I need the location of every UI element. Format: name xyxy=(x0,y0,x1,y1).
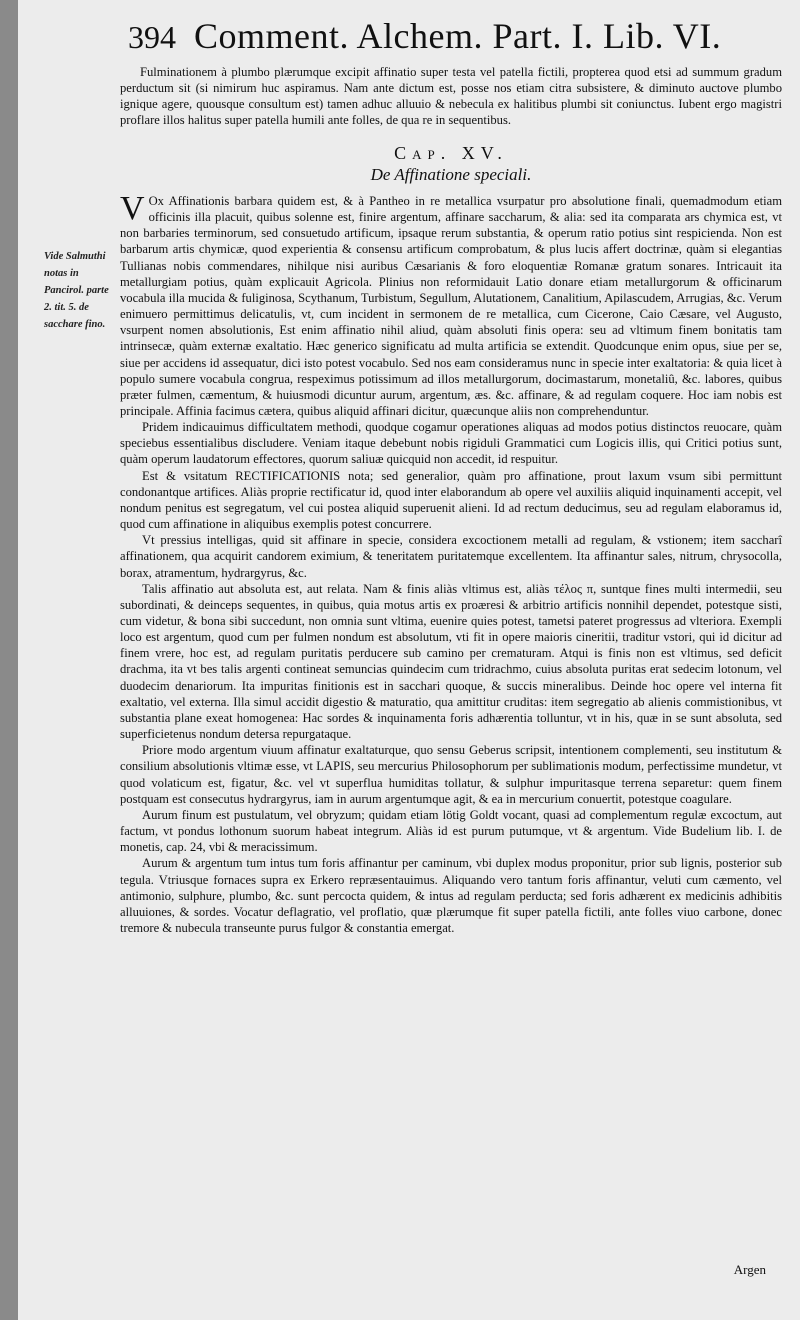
paragraph-1 xyxy=(120,189,782,419)
main-text xyxy=(120,64,782,936)
paragraph-4: Vt pressius intelligas, quid sit affinare in specie, considera excoctionem metalli ad regulam, & vstionem; item saccharî affinationem, qua acquirit candorem eximium, & teneritatem puritatemque excellentem. Ita affinantur sales, nitrum, chrysocolla, borax, atramentum, hydrargyrus, &c. xyxy=(120,533,782,580)
paragraph-1-text: Ox Affinationis barbara quidem est, & à Pantheo in re metallica vsurpatur pro absolutione finali, quemadmodum etiam officinis illa placuit, quibus solenne est, finire argentum, affinare saccharum, & alia: sed ita comparata ars chymica est, vt non barbaries terminorum, sed consuetudo artificum, ipsaque rerum substantia, & operum ratio potius sint respicienda. Non est barbarum artis chymicæ, quod experientia & consensu artificum comprobatum, & plus lucis affert doctrinæ, quàm si elegantias Tullianas nobis commendares, nihilque nisi auribus Cæsarianis & foro eloquentiæ Romanæ gratum sonares. Intricauit ita metallurgiam potius, quàm explicauit Agricola. Plinius non reformidauit Latio donare etiam metallurgorum & officinarum vocabula illa mucida & fuliginosa, Scythanum, Turbistum, Segullum, Alutationem, Canalitium, Apilascudem, Arrugias, &c. Verum enimuero permittimus delicatulis, vt, cum incident in sermonem de re metallica, cum Cicerone, Caio Cæsare, vel Augusto, vsurpent nomen absolutionis, Est enim affinatio nihil aliud, quàm absoluti finis opera: seu ad vltimum finem bonitatis tam intrinsecæ, quàm externæ exaltatio. Hæc generico significatu ad multa artificia se extendit. Quodcunque enim opus, siue per se, siue per accidens id assequatur, dici isto potest vocabulo. Sed nos eam consideramus nunc in specie inter exaltatoria: & quia licet à populo sumere vocabula congrua, respeximus potissimum ad illos metallurgorum, docimastarum, monetaliû, &c. labores, quibus præter fulmen, cæmentum, & huiusmodi dicuntur aurum, argentum, æs. &c. affinare, & ad regulam coquere. Hoc iam nobis est principale. Affinia facimus cætera, quibus aliquid affinari dicitur, quæcunque aliis non comprehenduntur. xyxy=(120,193,782,418)
margin-note: Vide Salmuthi notas in Pancirol. parte 2. tit. 5. de sacchare fino. xyxy=(44,251,109,330)
paragraph-3: Est & vsitatum RECTIFICATIONIS nota; sed generalior, quàm pro affinatione, prout laxum vsum sibi permittunt condonantque artifices. Aliàs proprie rectificatur id, quod inter elaborandum ab opere vel auxiliis aliquid inquinamenti accepit, vel nondum penitus est segregatum, vel cui postea aliquid superuenit alieni. Id ad rectum deducimus, seu ad regulam elaboramus id, quod cum affinatione in aliquibus exemplis potest concurrere. xyxy=(120,468,782,532)
paragraph-5: Talis affinatio aut absoluta est, aut relata. Nam & finis aliàs vltimus est, aliàs τέλος π, suntque fines multi intermedii, seu subordinati, & deinceps sequentes, in quibus, quia motus artis ex proæresi & arbitrio artificis nonnihil dependet, potestque sisti, cum videtur, & bona sibi succedunt, non omnia sunt vltima, euenire quies potest, tametsi pateret progressus ad vlteriora. Exempli loco est argentum, quod cum per fulmen nondum est absolutum, vti fit in opere maioris cineritii, traditur vstori, qui id dicitur ad finem vrere, hoc est, ad regulam puritatis perducere sub camino per crematuram. Atqui is finis non est vltimus, sed deficit drachma, ita vt bes talis argenti contineat semuncias quindecim cum tridrachmo, cuius absoluta puritas erat sedecim lotonum, vel duodecim denariorum. Ita impuritas finitionis est in sacchari quoque, & succis mineralibus. Deinde hoc opere vel interna fit exaltatio, vel externa. Illa simul accidit digestio & maturatio, qua amittitur cruditas: item segregatio ab alienis commistionibus, vt substantia plane exeat homogenea: Hac sordes & inquinamenta foris adhærentia tolluntur, vt in his, quæ in se sunt absoluta, sed superficietenus nondum detersa repurgataque. xyxy=(120,581,782,742)
paragraph-7: Aurum finum est pustulatum, vel obryzum; quidam etiam lötig Goldt vocant, quasi ad complementum regulæ excoctum, aut factum, vt pondus lothonum suorum habeat integrum. Aliàs id est purum putumque, vt & argentum. Vide Budelium lib. I. de monetis, cap. 24, vbi & meracissimum. xyxy=(120,807,782,855)
chapter-heading: Cap. XV. xyxy=(394,142,508,163)
intro-paragraph: Fulminationem à plumbo plærumque excipit affinatio super testa vel patella fictili, propterea quod etsi ad summum gradum perductum sit (si nimirum huc aspiramus. Nam ante dictum est, posse nos etiam citra subsistere, & diminuto auctove plumbo ignique agere, quousque consultum est) tamen adhuc alluuio & nebecula ex halitibus plumbi sit coniunctus. Iubent ergo magistri proflare illos halitus super patella humili ante folles, de qua re in sequentibus. xyxy=(120,65,782,128)
paragraph-2: Pridem indicauimus difficultatem methodi, quodque cogamur operationes aliquas ad modos potius distinctos reuocare, quàm speciebus essentialibus discludere. Veniam itaque debebunt nobis rigiduli Grammatici cum Logicis illis, qui Critici potius sunt, quàm operum laudatorum effectores, quorum saliuæ quicquid non accedit, id respuitur. xyxy=(120,420,782,467)
paragraph-6: Priore modo argentum viuum affinatur exaltaturque, quo sensu Geberus scripsit, intentionem complementi, seu institutum & consilium absolutionis vltimæ esse, vt LAPIS, seu mercurius Philosophorum per sublimationis modum, perfectissime mundetur, vt quod volaticum est, figatur, &c. vel vt superflua humiditas tollatur, & sulphur impuritasque terrena separetur: quem finem postquam est consecutus hydrargyrus, iam in aurum argentumque agit, & ea in mercurium conuertit, potestque coagulare. xyxy=(120,743,782,806)
drop-capital: V xyxy=(120,189,145,227)
paragraph-8: Aurum & argentum tum intus tum foris affinantur per caminum, vbi duplex modus proponitur, prior sub lignis, posterior sub tegula. Vtriusque fornaces supra ex Erkero repræsentauimus. Aliquando vero tantum foris affinantur, veluti cum cæmento, vel antimonio, sulphure, plumbo, &c. sunt percocta quidem, & intus ad regulam perducta; sed foris adhærent ex medicinis adhibitis alluuiones, & sordes. Vocatur deflagratio, vel proflatio, quæ plærumque fit super patella fictili, ante folles viuo carbone, donec tremore & nubecula transeunte purus fulgor & constantia emergat. xyxy=(120,856,782,935)
chapter-title: De Affinatione speciali. xyxy=(370,164,532,184)
running-title: Comment. Alchem. Part. I. Lib. VI. xyxy=(194,16,722,56)
page-number: 394 xyxy=(128,19,176,55)
page-header xyxy=(128,18,780,54)
catchword: Argen xyxy=(733,1262,766,1277)
